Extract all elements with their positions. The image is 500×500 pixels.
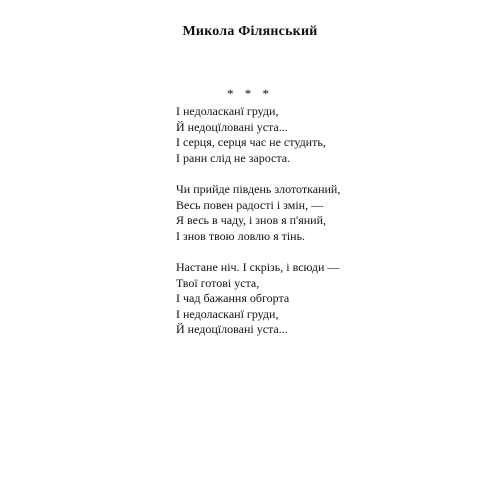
poem-line: І недоласканї груди, xyxy=(176,306,279,321)
poem-line: Й недоцїловані уста... xyxy=(176,119,288,134)
poem-line: Чи прийде південь злототканий, xyxy=(176,182,341,196)
section-separator: * * * xyxy=(227,86,273,101)
poem-line: Я весь в чаду, і знов я п'яний, xyxy=(176,213,327,227)
poem-line: І недоласканї груди, xyxy=(176,104,279,118)
stanza-1 xyxy=(176,104,476,166)
poem-line: Настане ніч. І скрізь, і всюди — xyxy=(176,260,340,274)
poem-line: І знов твою ловлю я тінь. xyxy=(176,228,306,243)
stanza-3 xyxy=(176,260,476,338)
poem-line: І чад бажання обгорта xyxy=(176,291,290,305)
poem-line: І рани слід не зароста. xyxy=(176,150,291,165)
author-name: Микола Філянський xyxy=(182,24,318,39)
poem-line: Твої готові уста, xyxy=(176,275,260,290)
poem xyxy=(176,104,476,354)
stanza-2 xyxy=(176,182,476,244)
poem-line: І серця, серця час не студить, xyxy=(176,135,326,149)
poem-line: Й недоцїловані уста... xyxy=(176,322,288,336)
poem-line: Весь повен радості і змін, — xyxy=(176,197,324,212)
